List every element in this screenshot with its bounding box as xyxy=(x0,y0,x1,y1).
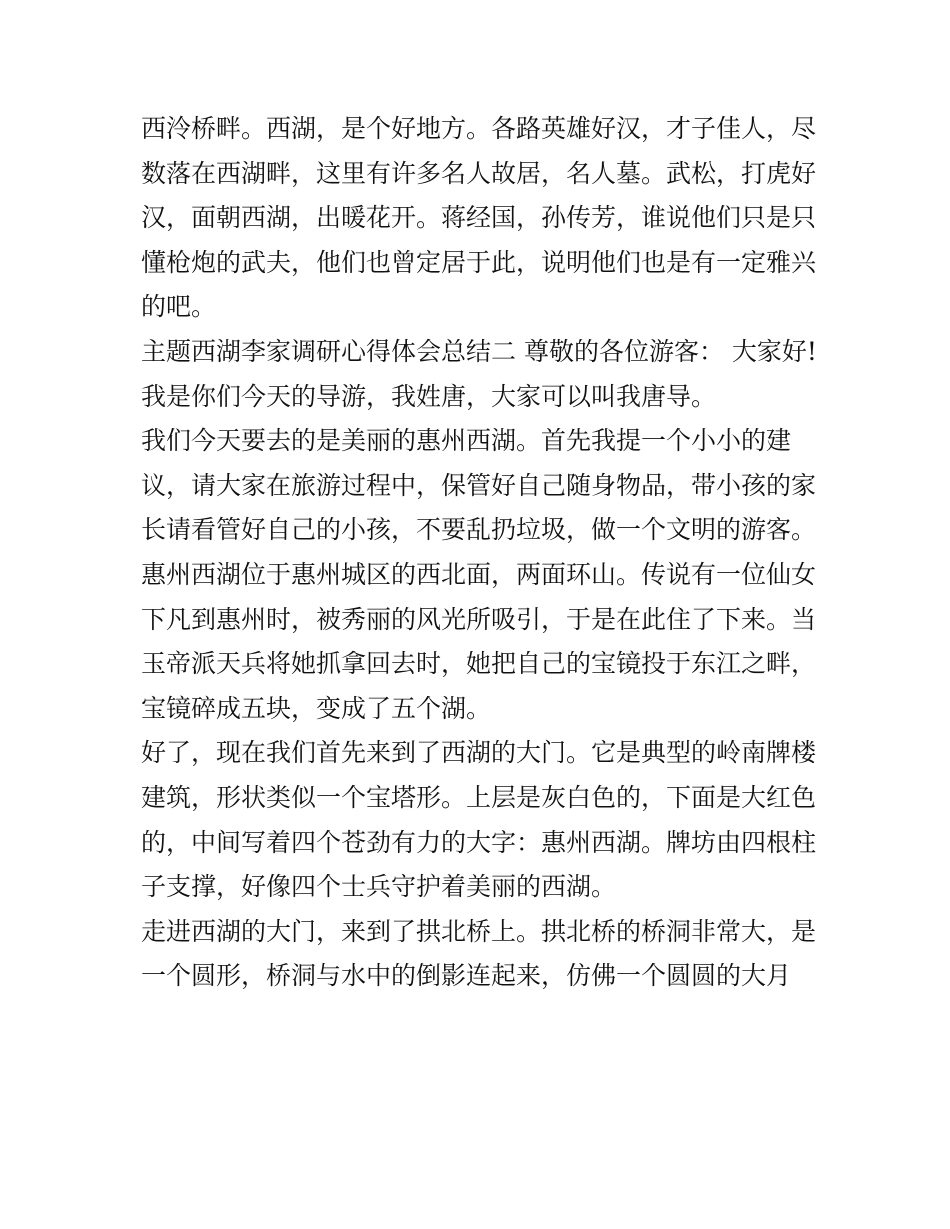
text-line: 走进西湖的大门，来到了拱北桥上。拱北桥的桥洞非常大，是 xyxy=(141,916,817,946)
text-line: 一个圆形，桥洞与水中的倒影连起来，仿佛一个圆圆的大月 xyxy=(141,961,792,991)
text-line: 西泠桥畔。西湖，是个好地方。各路英雄好汉，才子佳人，尽 xyxy=(141,114,817,143)
text-line: 的吧。 xyxy=(141,292,217,322)
document-body xyxy=(141,107,821,999)
text-line: 建筑，形状类似一个宝塔形。上层是灰白色的，下面是大红色 xyxy=(141,782,817,812)
text-line: 惠州西湖位于惠州城区的西北面，两面环山。传说有一位仙女 xyxy=(141,559,817,589)
text-line: 懂枪炮的武夫，他们也曾定居于此，说明他们也是有一定雅兴 xyxy=(141,247,817,277)
text-line: 长请看管好自己的小孩，不要乱扔垃圾，做一个文明的游客。 xyxy=(141,515,817,545)
text-line: 汉，面朝西湖，出暖花开。蒋经国，孙传芳，谁说他们只是只 xyxy=(141,203,817,233)
text-line: 玉帝派天兵将她抓拿回去时，她把自己的宝镜投于东江之畔， xyxy=(141,649,817,679)
text-line: 我们今天要去的是美丽的惠州西湖。首先我提一个小小的建 xyxy=(141,426,792,456)
text-line: 的，中间写着四个苍劲有力的大字：惠州西湖。牌坊由四根柱 xyxy=(141,827,817,857)
text-line: 下凡到惠州时，被秀丽的风光所吸引，于是在此住了下来。当 xyxy=(141,604,817,634)
text-line: 主题西湖李家调研心得体会总结二 尊敬的各位游客： 大家好! xyxy=(141,336,817,366)
text-line: 宝镜碎成五块，变成了五个湖。 xyxy=(141,693,492,723)
text-line: 议，请大家在旅游过程中，保管好自己随身物品，带小孩的家 xyxy=(141,470,817,500)
text-line: 子支撑，好像四个士兵守护着美丽的西湖。 xyxy=(141,872,617,902)
text-line: 我是你们今天的导游，我姓唐，大家可以叫我唐导。 xyxy=(141,381,717,411)
text-line: 好了，现在我们首先来到了西湖的大门。它是典型的岭南牌楼 xyxy=(141,738,817,768)
text-line: 数落在西湖畔，这里有许多名人故居，名人墓。武松，打虎好 xyxy=(141,158,817,188)
